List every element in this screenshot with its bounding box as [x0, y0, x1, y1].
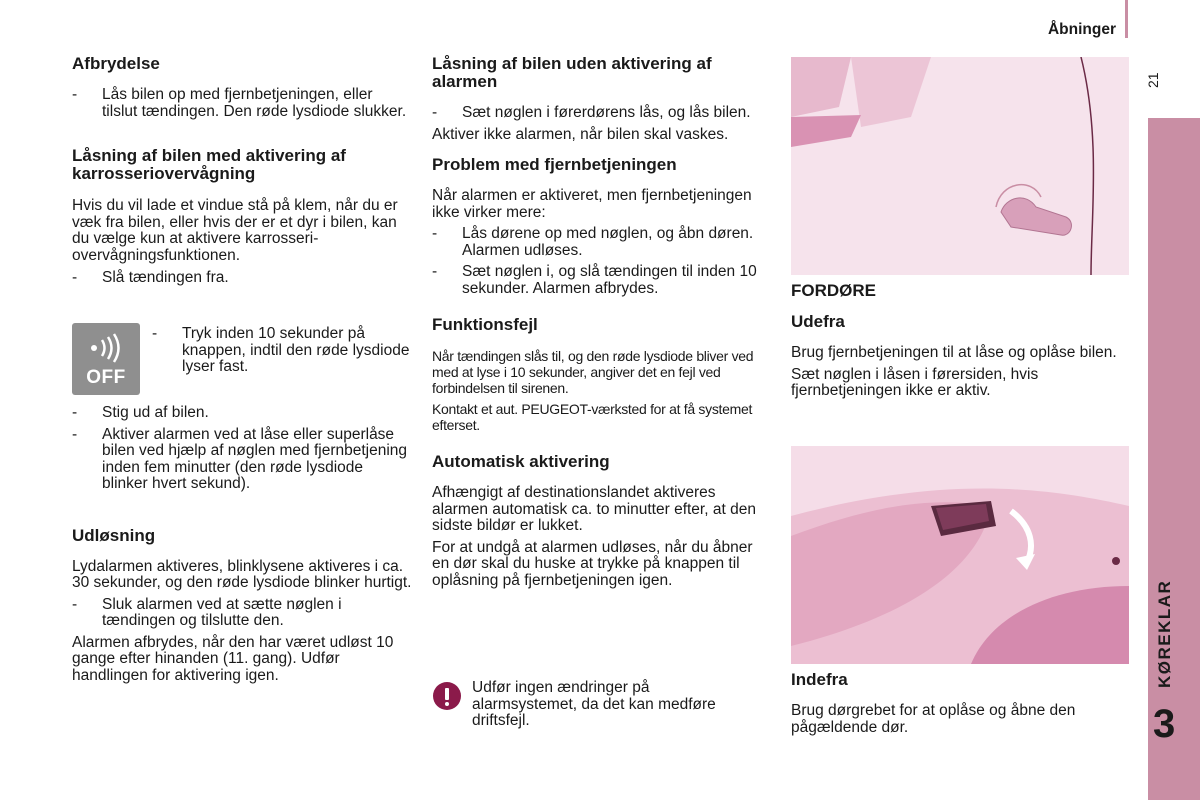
paragraph-funktionsfejl-1: Når tændingen slås til, og den røde lysdiode bliver ved med at lyse i 10 sekunder, angiver det en fejl ved forbindelsen til sirenen. [432, 348, 754, 396]
door-interior-handle-image [791, 446, 1129, 664]
paragraph-udefra-2: Sæt nøglen i låsen i førersiden, hvis fjernbetjeningen ikke er aktiv. [791, 365, 1039, 399]
bullet-karrosseri-2: - Tryk inden 10 sekunder på knappen, indtil den røde lysdiode lyser fast. [152, 326, 432, 376]
paragraph-indefra-1: Brug dørgrebet for at oplåse og åbne den pågældende dør. [791, 702, 1076, 736]
heading-fordoere: FORDØRE [791, 281, 876, 300]
paragraph-udloesning-1: Lydalarmen aktiveres, blinklysene aktiveres i ca. 30 sekunder, og den røde lysdiode blinker hurtigt. [72, 557, 412, 591]
page-header: Åbninger [1047, 21, 1116, 38]
warning-icon [432, 681, 462, 711]
column-1-lower [72, 405, 412, 684]
door-exterior-handle-image [791, 57, 1129, 275]
alarm-off-button-icon [72, 323, 140, 395]
column-3 [791, 282, 1131, 400]
bullet-afbrydelse-1: - Lås bilen op med fjernbetjeningen, eller tilslut tændingen. Den røde lysdiode slukker. [72, 87, 412, 120]
header-divider [1125, 0, 1128, 38]
chapter-number: 3 [1153, 702, 1176, 746]
heading-automatisk: Automatisk aktivering [432, 452, 610, 471]
paragraph-udloesning-2: Alarmen afbrydes, når den har været udløst 10 gange efter hinanden (11. gang). Udfør handlingen for aktivering igen. [72, 633, 394, 684]
bullet-uden-alarm-1: - Sæt nøglen i førerdørens lås, og lås bilen. [432, 105, 772, 122]
paragraph-automatisk-2: For at undgå at alarmen udløses, når du åbner en dør skal du huske at trykke på knappen til oplåsning på fjernbetjeningen igen. [432, 538, 753, 589]
paragraph-funktionsfejl-2: Kontakt et aut. PEUGEOT-værksted for at få systemet efterset. [432, 401, 753, 433]
column-2 [432, 55, 772, 589]
column-1 [72, 55, 412, 287]
bullet-karrosseri-1: - Slå tændingen fra. [72, 270, 412, 287]
column-3-lower [791, 671, 1131, 736]
heading-udloesning: Udløsning [72, 525, 156, 545]
heading-karrosseri: Låsning af bilen med aktivering af karrosseriovervågning [72, 146, 346, 183]
paragraph-udefra-1: Brug fjernbetjeningen til at låse og oplåse bilen. [791, 344, 1117, 361]
heading-indefra: Indefra [791, 670, 848, 689]
paragraph-problem-1: Når alarmen er aktiveret, men fjernbetjeningen ikke virker mere: [432, 187, 752, 221]
heading-funktionsfejl: Funktionsfejl [432, 315, 538, 334]
bullet-karrosseri-3: - Stig ud af bilen. [72, 405, 412, 422]
bullet-karrosseri-4: - Aktiver alarmen ved at låse eller superlåse bilen ved hjælp af nøglen med fjernbetjening inden fem minutter (den røde lysdiode blinker hvert sekund). [72, 427, 412, 493]
warning-text: Udfør ingen ændringer på alarmsystemet, da det kan medføre driftsfejl. [472, 679, 716, 729]
paragraph-uden-alarm-1: Aktiver ikke alarmen, når bilen skal vaskes. [432, 125, 729, 143]
heading-uden-alarm: Låsning af bilen uden aktivering af alarmen [432, 54, 712, 91]
off-label: OFF [86, 367, 126, 388]
heading-udefra: Udefra [791, 312, 845, 331]
chapter-side-tab [1148, 118, 1200, 800]
paragraph-automatisk-1: Afhængigt af destinationslandet aktiveres alarmen automatisk ca. to minutter efter, at den sidste bildør er lukket. [432, 484, 756, 534]
heading-problem: Problem med fjernbetjeningen [432, 155, 677, 174]
bullet-udloesning-1: - Sluk alarmen ved at sætte nøglen i tændingen og tilslutte den. [72, 597, 412, 630]
page-number: 21 [1145, 72, 1161, 88]
chapter-label: KØREKLAR [1155, 579, 1174, 688]
bullet-problem-1: - Lås dørene op med nøglen, og åbn døren. Alarmen udløses. [432, 226, 772, 259]
heading-afbrydelse: Afbrydelse [72, 54, 160, 73]
paragraph-karrosseri-1: Hvis du vil lade et vindue stå på klem, når du er væk fra bilen, eller hvis der er et dyr i bilen, kan du vælge kun at aktivere karrosseri-overvågningsfunktionen. [72, 197, 398, 264]
bullet-problem-2: - Sæt nøglen i, og slå tændingen til inden 10 sekunder. Alarmen afbrydes. [432, 264, 772, 297]
